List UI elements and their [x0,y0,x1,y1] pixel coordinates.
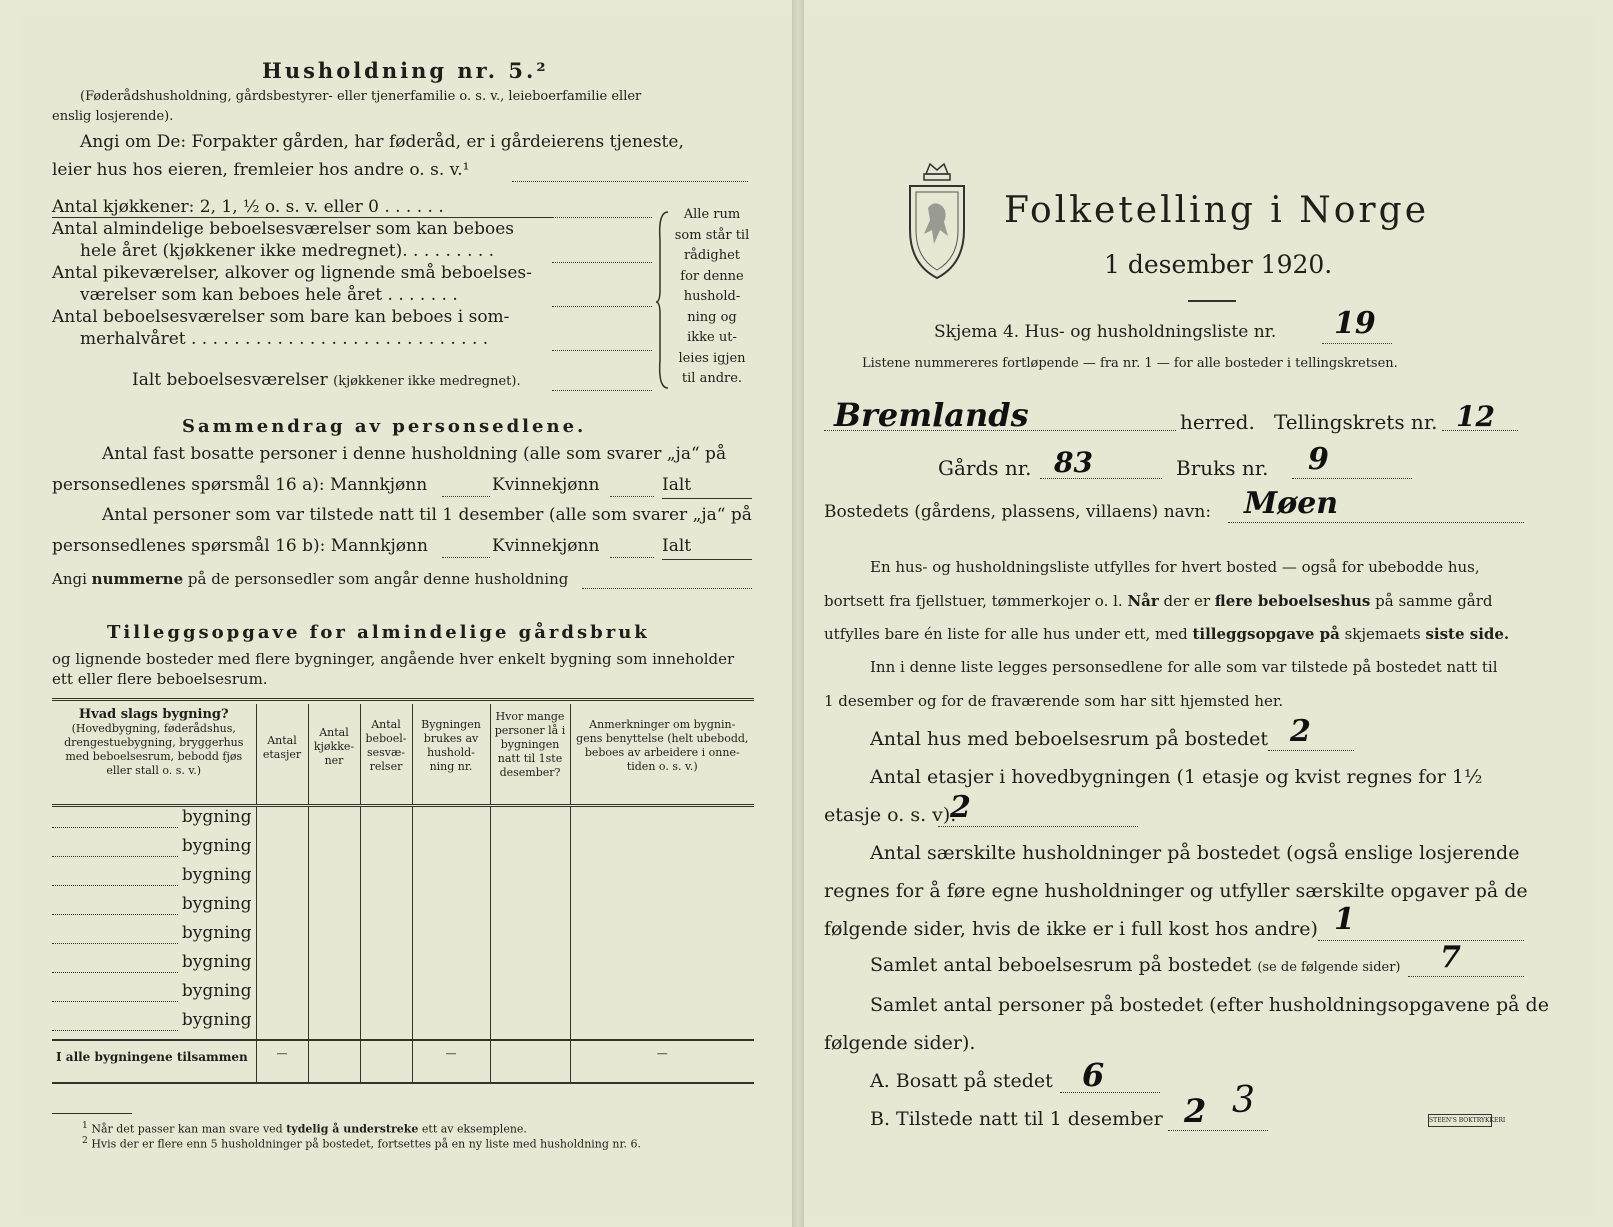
col-personer: Hvor mange personer lå i bygningen natt til 1ste desember? [490,704,570,806]
rooms-q2a: Antal almindelige beboelsesværelser som kan beboes [52,219,514,239]
etasjer-line-1: Antal etasjer i hovedbygningen (1 etasje og kvist regnes for 1½ [870,766,1483,788]
bruks-value: 9 [1308,442,1329,477]
summary-title: Sammendrag av personsedlene. [182,416,587,437]
building-table [52,704,754,1084]
summary-1-kvinne: Kvinnekjønn [492,475,600,495]
page-gutter [792,0,804,1227]
hus-label: Antal hus med beboelsesrum på bostedet [870,728,1269,750]
bosted-line [1228,522,1524,523]
tilstede-label: B. Tilstede natt til 1 desember [870,1108,1163,1130]
rooms-q2-answer [552,262,652,263]
bosatt-label: A. Bosatt på stedet [870,1070,1053,1092]
household-intro-2: enslig losjerende). [52,109,174,124]
table-top-rule [52,698,754,701]
col-etasjer: Antal etasjer [256,704,308,806]
gards-value: 83 [1054,446,1093,479]
bosted-value: Møen [1244,486,1339,521]
hus-value: 2 [1290,714,1311,749]
col-beboelsesvaerelser: Antal beboel- sesvæ- relser [360,704,412,806]
rooms-q1-answer [552,217,652,218]
summary-2-kvinne-line [610,557,654,558]
household-title: Husholdning nr. 5.² [262,58,549,83]
tilstede-value: 2 [1184,1092,1207,1130]
rooms-side-note: Alle rum som står til rådighet for denne hushold- ning og ikke ut- leies igjen til andre. [674,207,750,386]
summary-angi: Angi nummerne på de personsedler som angår denne husholdning [52,570,569,588]
census-title: Folketelling i Norge [1004,190,1429,231]
summary-p2b: personsedlenes spørsmål 16 b): Mannkjønn [52,536,428,556]
bosatt-value: 6 [1082,1056,1105,1094]
summary-2-mann [442,557,490,558]
rooms-q3-answer [552,306,652,307]
herred-label: herred. [1180,410,1255,434]
printer-stamp: STEEN'S BOKTRYKKERI [1428,1114,1492,1127]
table-row: bygning [52,1010,754,1040]
skjema-number-line [1322,343,1392,344]
rooms-q4a: Antal beboelsesværelser som bare kan beboes i som- [52,307,510,327]
listene-note: Listene nummereres fortløpende — fra nr. 1 — for alle bosteder i tellingskretsen. [862,356,1398,371]
saer-answer-line [1318,940,1524,941]
rooms-q1-rule [52,217,552,218]
table-row: bygning [52,923,754,952]
table-row: bygning [52,865,754,894]
census-date: 1 desember 1920. [1104,250,1333,279]
bruks-label: Bruks nr. [1176,456,1269,480]
saer-value: 1 [1334,902,1355,937]
samlet-pers-1: Samlet antal personer på bostedet (efter husholdningsopgavene på de [870,994,1549,1016]
bruks-line [1292,478,1412,479]
gards-label: Gårds nr. [938,456,1032,480]
summary-1-ialt-line [662,498,752,499]
tellingskrets-line [1442,430,1518,431]
rooms-total-label: Ialt beboelsesværelser [132,370,328,390]
summary-1-ialt: Ialt [662,475,692,495]
summary-p1b: personsedlenes spørsmål 16 a): Mannkjønn [52,475,428,495]
tillegg-sub-1: og lignende bosteder med flere bygninger, angående hver enkelt bygning som inneholder [52,650,735,668]
table-row: bygning [52,981,754,1010]
footnote-2: $^2$ Hvis der er flere enn 5 husholdninger på bostedet, fortsettes på en ny liste med husholdning nr. 6. [82,1135,642,1151]
etasjer-value: 2 [950,790,971,825]
footnote-rule [52,1113,132,1114]
gards-line [1040,478,1162,479]
samlet-rum: Samlet antal beboelsesrum på bostedet (se de følgende sider) [870,954,1401,976]
tillegg-title: Tilleggsopgave for almindelige gårdsbruk [107,622,650,643]
skjema-line: Skjema 4. Hus- og husholdningsliste nr. [934,322,1277,342]
rooms-q3b: værelser som kan beboes hele året . . . . . . . [80,285,458,305]
tilstede-value-2: 3 [1232,1080,1255,1121]
hus-line [1268,750,1354,751]
col-building-type: Hvad slags bygning? (Hovedbygning, føderådshus, drengestuebygning, bryggerhus med beboelsesrum, bebodd fjøs eller stall o. s. v.) [52,704,256,806]
summary-2-ialt: Ialt [662,536,692,556]
summary-1-kvinne-line [610,496,654,497]
summary-p2a: Antal personer som var tilstede natt til 1 desember (alle som svarer „ja“ på [102,505,752,525]
rooms-q1: Antal kjøkkener: 2, 1, ½ o. s. v. eller 0 . . . . . . [52,197,444,217]
angi-line-1: Angi om De: Forpakter gården, har føderåd, er i gårdeierens tjeneste, [80,132,684,152]
herred-value: Bremlands [834,396,1029,434]
footnote-1: $^1$ Når det passer kan man svare ved tydelig å understreke ett av eksemplene. [82,1120,527,1136]
rooms-q4-answer [552,350,652,351]
rooms-brace [654,210,674,390]
summary-2-ialt-line [662,559,752,560]
tilstede-line [1168,1130,1268,1131]
rooms-total [132,370,521,390]
tellingskrets-value: 12 [1456,400,1495,433]
summary-1-mann [442,496,490,497]
rooms-total-note: (kjøkkener ikke medregnet). [333,374,521,389]
instr-p2: bortsett fra fjellstuer, tømmerkojer o. l. Når der er flere beboelseshus på samme gård [824,592,1493,610]
samlet-rum-line [1408,976,1524,977]
summary-angi-line [582,588,752,589]
right-page [804,10,1594,1217]
table-total-row: I alle bygningene tilsammen — — — [52,1040,754,1083]
table-row: bygning [52,952,754,981]
instr-p5: 1 desember og for de fraværende som har sitt hjemsted her. [824,692,1284,710]
col-husholdning: Bygningen brukes av hushold- ning nr. [412,704,490,806]
skjema-number: 19 [1334,306,1376,341]
bosatt-line [1060,1092,1160,1093]
rooms-total-answer [552,390,652,391]
household-intro: (Føderådshusholdning, gårdsbestyrer- eller tjenerfamilie o. s. v., leieboerfamilie eller [80,89,642,104]
tillegg-sub-2: ett eller flere beboelsesrum. [52,670,268,688]
summary-p1a: Antal fast bosatte personer i denne husholdning (alle som svarer „ja“ på [102,444,727,464]
etasjer-answer-line [938,826,1138,827]
coat-of-arms-icon [904,160,970,284]
col-anmerkninger: Anmerkninger om bygnin- gens benyttelse (helt ubebodd, beboes av arbeidere i onne- tiden o. s. v.) [570,704,754,806]
title-dash [1188,300,1236,302]
table-row: bygning [52,894,754,923]
samlet-rum-value: 7 [1440,940,1461,975]
angi-line-2: leier hus hos eieren, fremleier hos andre o. s. v.¹ [52,160,470,180]
instr-p4: Inn i denne liste legges personsedlene for alle som var tilstede på bostedet natt til [870,658,1498,676]
saer-line-3: følgende sider, hvis de ikke er i full kost hos andre) [824,918,1318,940]
rooms-q3a: Antal pikeværelser, alkover og lignende små beboelses- [52,263,532,283]
tellingskrets-label: Tellingskrets nr. [1274,410,1438,434]
rooms-q4b: merhalvåret . . . . . . . . . . . . . . . . . . . . . . . . . . . . [80,329,489,349]
bosted-label: Bostedets (gårdens, plassens, villaens) navn: [824,502,1212,522]
saer-line-1: Antal særskilte husholdninger på bostedet (også enslige losjerende [870,842,1520,864]
col-kjokkener: Antal kjøkke- ner [308,704,360,806]
etasjer-line-2: etasje o. s. v). [824,804,957,826]
saer-line-2: regnes for å føre egne husholdninger og utfyller særskilte opgaver på de [824,880,1528,902]
table-row: bygning [52,836,754,865]
rooms-q2b: hele året (kjøkkener ikke medregnet). . . . . . . . . [80,241,495,261]
herred-line [824,430,1176,431]
left-page [22,10,792,1217]
table-row: bygning [52,806,754,837]
samlet-pers-2: følgende sider). [824,1032,976,1054]
summary-2-kvinne: Kvinnekjønn [492,536,600,556]
instr-p3: utfylles bare én liste for alle hus under ett, med tilleggsopgave på skjemaets siste side. [824,625,1510,643]
angi-answer-line [512,181,748,182]
instr-p1: En hus- og husholdningsliste utfylles for hvert bosted — også for ubebodde hus, [870,558,1480,576]
